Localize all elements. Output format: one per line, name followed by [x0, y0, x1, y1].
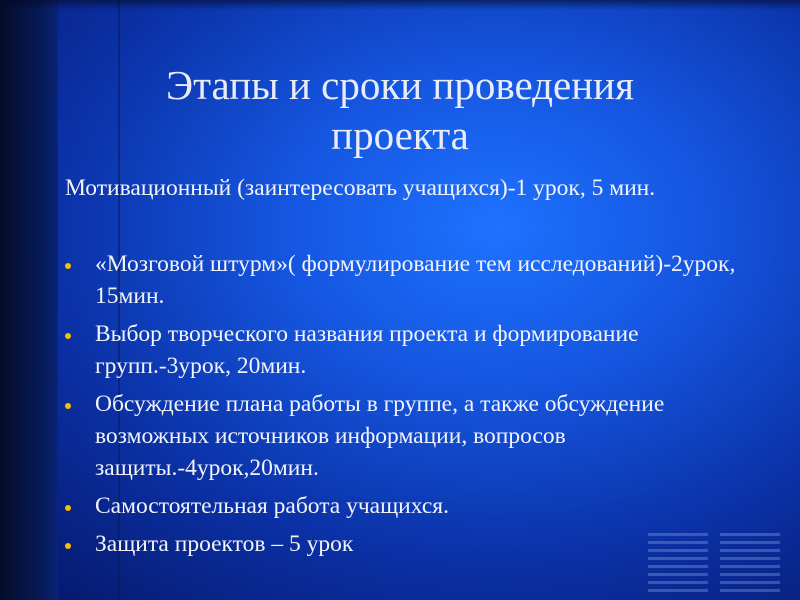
slide-title-line-2: проекта — [331, 112, 469, 158]
decorative-lines-icon — [648, 533, 786, 593]
bullet-item — [65, 388, 755, 484]
slide-title — [100, 60, 700, 160]
bullet-item — [65, 490, 755, 522]
decorative-lines-right — [720, 533, 780, 593]
left-dark-bar — [0, 0, 58, 600]
bullet-dot-icon — [65, 505, 71, 511]
bullet-text: Защита проектов – 5 урок — [95, 531, 354, 557]
bullet-dot-icon — [65, 543, 71, 549]
slide-title-line-1: Этапы и сроки проведения — [166, 62, 634, 108]
bullet-text: Выбор творческого названия проекта и формирование групп.-3урок, 20мин. — [95, 321, 639, 379]
bullet-text: Обсуждение плана работы в группе, а также обсуждение возможных источников информации, вопросов защиты.-4урок,20мин. — [95, 391, 665, 481]
bullet-text: Самостоятельная работа учащихся. — [95, 493, 449, 519]
decorative-lines-left — [648, 533, 708, 593]
bullet-dot-icon — [65, 333, 71, 339]
intro-paragraph: Мотивационный (заинтересовать учащихся)-1 урок, 5 мин. — [65, 175, 656, 201]
bullet-dot-icon — [65, 263, 71, 269]
bullet-item — [65, 318, 755, 382]
bullet-text: «Мозговой штурм»( формулирование тем исследований)-2урок, 15мин. — [95, 251, 736, 309]
top-shadow — [0, 0, 800, 10]
bullet-list — [65, 248, 755, 566]
bullet-dot-icon — [65, 403, 71, 409]
bullet-item — [65, 248, 755, 312]
